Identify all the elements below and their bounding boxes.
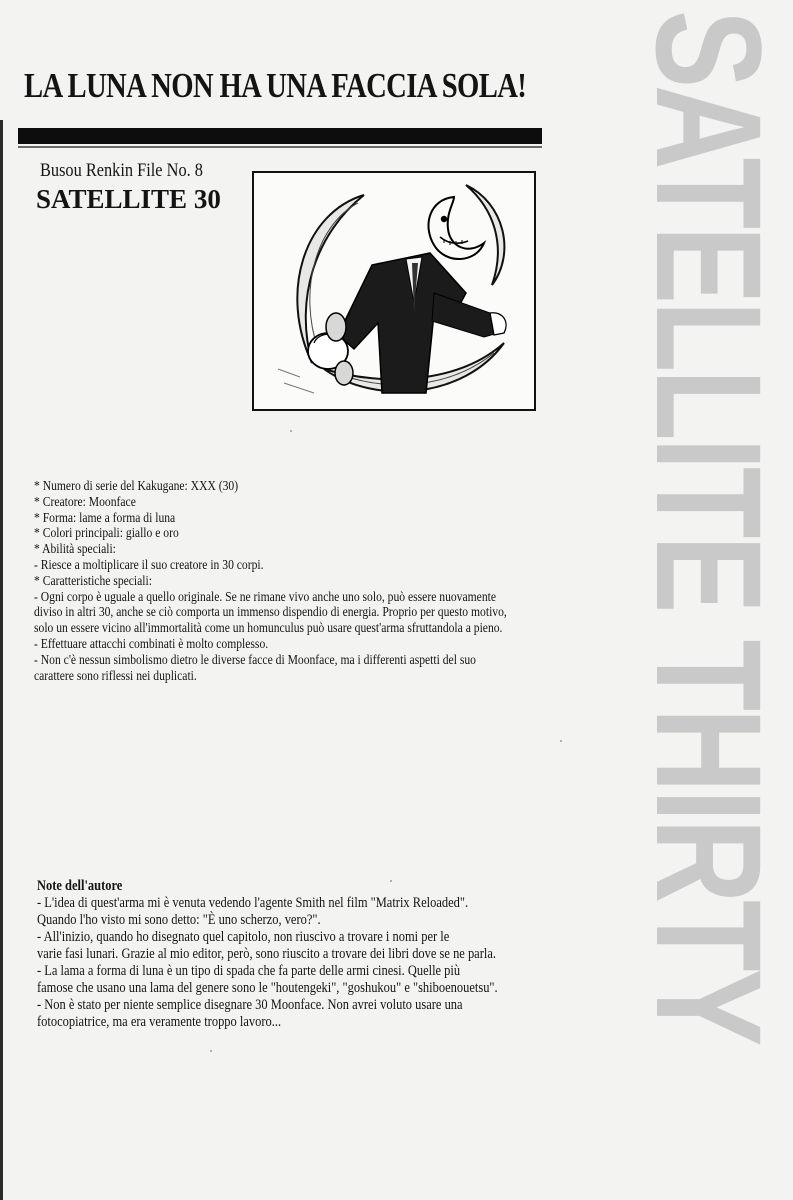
spec-line: - Riesce a moltiplicare il suo creatore in 30 corpi. — [34, 556, 264, 572]
side-banner — [592, 10, 793, 1200]
moonface-illustration — [252, 171, 536, 411]
spec-line: - Non c'è nessun simbolismo dietro le diverse facce di Moonface, ma i differenti aspetti del suo — [34, 651, 476, 667]
note-line: - La lama a forma di luna è un tipo di spada che fa parte delle armi cinesi. Quelle più — [37, 963, 461, 979]
note-line: famose che usano una lama del genere sono le "houtengeki", "goshukou" e "shiboenouetsu". — [37, 980, 498, 996]
notes-heading: Note dell'autore — [37, 878, 123, 894]
title-underline-thin — [18, 146, 542, 148]
spec-line: - Effettuare attacchi combinati è molto complesso. — [34, 635, 269, 651]
spec-line: * Numero di serie del Kakugane: XXX (30) — [34, 478, 239, 493]
spec-line: * Abilità speciali: — [34, 541, 116, 557]
file-number: Busou Renkin File No. 8 — [40, 160, 203, 181]
spec-line: * Creatore: Moonface — [34, 493, 136, 509]
scan-speck — [210, 1050, 212, 1052]
spec-line: - Ogni corpo è uguale a quello originale. Se ne rimane vivo anche uno solo, può essere nuovamente — [34, 588, 497, 604]
note-line: - Non è stato per niente semplice disegnare 30 Moonface. Non avrei voluto usare una — [37, 997, 463, 1013]
spec-line: diviso in altri 30, anche se ciò comporta un immenso dispendio di energia. Proprio per questo motivo, — [34, 604, 507, 620]
spec-line: solo un essere vicino all'immortalità come un homunculus può usare quest'arma sfruttandola a pieno. — [34, 620, 503, 636]
title-underline-bar — [18, 128, 542, 144]
page-edge-rule — [0, 120, 3, 1200]
scan-speck — [290, 430, 292, 432]
scan-speck — [390, 880, 392, 882]
spec-line: * Forma: lame a forma di luna — [34, 509, 176, 525]
spec-line: * Caratteristiche speciali: — [34, 572, 152, 588]
spec-line: carattere sono riflessi nei duplicati. — [34, 667, 197, 683]
moonface-drawing — [254, 173, 534, 409]
note-line: varie fasi lunari. Grazie al mio editor, però, sono riuscito a trovare dei libri dove se ne parla. — [37, 946, 496, 962]
note-line: - All'inizio, quando ho disegnato quel capitolo, non riuscivo a trovare i nomi per le — [37, 929, 450, 945]
note-line: Quando l'ho visto mi sono detto: "È uno scherzo, vero?". — [37, 912, 321, 928]
spec-line: * Colori principali: giallo e oro — [34, 525, 179, 541]
page-title: LA LUNA NON HA UNA FACCIA SOLA! — [24, 66, 527, 105]
specs-list — [34, 478, 516, 683]
item-name: SATELLITE 30 — [36, 184, 221, 214]
side-banner-text: SATELLITE THIRTY — [625, 10, 793, 1044]
author-notes — [37, 878, 519, 1031]
note-line: - L'idea di quest'arma mi è venuta vedendo l'agente Smith nel film "Matrix Reloaded". — [37, 895, 469, 911]
note-line: fotocopiatrice, ma era veramente troppo lavoro... — [37, 1014, 282, 1030]
scan-speck — [560, 740, 562, 742]
